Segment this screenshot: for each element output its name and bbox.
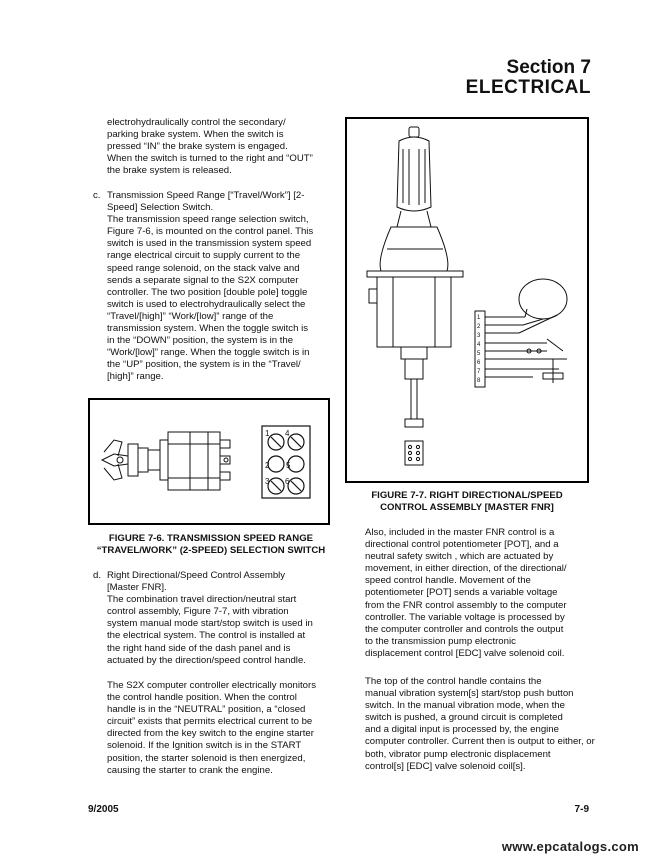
text-line: the “UP” position, the system is in the “Travel/ [107,359,301,371]
text-line: electrohydraulically control the secondary/ [107,117,286,128]
section-number: Section 7 [506,57,591,78]
text-line: range electrical circuit to supply current to the [107,250,301,262]
text-line: handle is in the “NEUTRAL” position, a “closed [107,704,306,716]
text-line: speed range solenoid, on the stack valve and [107,262,300,274]
text-line: controller. The two position [double pole] toggle [107,286,308,298]
text-line: switch is pushed, a ground circuit is completed [365,712,563,724]
text-line: movement, in either direction, of the directional/ [365,563,567,575]
text-line: “Travel/[high]” “Work/[low]” range of the [107,310,274,322]
text-line: the right hand side of the dash panel and is [107,642,291,654]
text-line: parking brake system. When the switch is [107,129,284,141]
text-line: [high]” range. [107,371,164,383]
text-line: controller. The variable voltage is processed by [365,611,565,623]
text-line: actuated by the direction/speed control handle. [107,654,306,666]
text-line: [Master FNR]. [107,582,167,594]
text-line: circuit” exists that permits electrical current to be [107,716,313,728]
text-line: Also, included in the master FNR control is a [365,527,555,538]
text-line: The combination travel direction/neutral start [107,594,297,606]
text-line: both, vibrator pump electronic displacement [365,748,551,760]
terminal-label: 5 [286,461,291,470]
text-line: switch is used to electrohydraulically select the [107,298,306,310]
text-line: displacement control [EDC] valve solenoid coil. [365,647,565,659]
text-line: directed from the key switch to the engine starter [107,728,314,740]
text-line: Figure 7-6, is mounted on the control panel. This [107,226,314,238]
text-line: solenoid. If the Ignition switch is in the START [107,740,302,752]
text-line: in the “DOWN” position, the system is in the [107,335,294,347]
pin-label: 7 [477,369,481,375]
fnr-paragraph-2 [365,676,597,773]
terminal-label: 6 [285,477,290,486]
pin-label: 1 [477,315,481,321]
figure-7-7 [345,117,589,483]
intro-paragraph [107,117,335,177]
text-line: the control handle position. When the control [107,692,297,704]
terminal-label: 1 [265,429,270,438]
pin-label: 2 [477,324,481,330]
text-line: The transmission speed range selection switch, [107,214,309,226]
caption-line: CONTROL ASSEMBLY [MASTER FNR] [380,502,554,513]
text-line: The top of the control handle contains the [365,676,542,687]
text-line: sends a separate signal to the S2X computer [107,274,299,286]
figure-7-7-caption [345,490,589,514]
text-line: transmission system. When the toggle switch is [107,323,309,335]
text-line: switch is used in the transmission system speed [107,238,312,250]
text-line: causing the starter to crank the engine. [107,764,273,776]
text-line: system manual mode start/stop switch is used in [107,618,313,630]
text-line: to the transmission pump electronic [365,635,516,647]
text-line: switch. In the manual vibration mode, when the [365,700,565,712]
list-label: d. [93,570,102,581]
text-line: and a digital input is processed by, the engine [365,724,559,736]
text-line: from the FNR control assembly to the computer [365,599,567,611]
text-line: the brake system is released. [107,165,232,177]
text-line: Right Directional/Speed Control Assembly [107,570,286,581]
caption-line: “TRAVEL/WORK” (2-SPEED) SELECTION SWITCH [96,545,326,556]
terminal-label: 3 [265,477,270,486]
text-line: Speed] Selection Switch. [107,202,214,214]
text-line: pressed “IN” the brake system is engaged. [107,141,288,153]
pin-label: 8 [477,378,481,384]
text-line: position, the starter solenoid is then energized, [107,752,306,764]
text-line: the electrical system. The control is installed at [107,630,306,642]
section-title: ELECTRICAL [465,77,591,98]
item-d-paragraph-2 [107,680,335,777]
pin-label: 3 [477,333,481,339]
text-line: potentiometer [POT] sends a variable voltage [365,587,558,599]
toggle-switch-drawing [90,400,328,523]
text-line: “Work/[low]” range. When the toggle switch is in [107,347,310,359]
pin-label: 6 [477,360,481,366]
caption-line: FIGURE 7-7. RIGHT DIRECTIONAL/SPEED [371,490,563,501]
text-line: speed control handle. Movement of the [365,575,531,587]
fnr-paragraph-1 [365,527,597,660]
text-line: the computer controller and controls the output [365,623,564,635]
figure-7-6 [88,398,330,525]
item-c-paragraph [93,190,335,384]
text-line: The S2X computer controller electrically monitors [107,680,317,691]
text-line: directional control potentiometer [POT], and a [365,539,559,551]
text-line: control[s] [EDC] valve solenoid coil[s]. [365,760,526,772]
pin-label: 4 [477,342,481,348]
text-line: Transmission Speed Range [“Travel/Work”] [2- [107,190,305,201]
list-label: c. [93,190,101,201]
text-line: control assembly, Figure 7-7, with vibration [107,606,289,618]
text-line: manual vibration system[s] start/stop push button [365,688,574,700]
terminal-label: 4 [285,429,290,438]
pin-label: 5 [477,351,481,357]
caption-line: FIGURE 7-6. TRANSMISSION SPEED RANGE [108,533,314,544]
watermark-link[interactable]: www.epcatalogs.com [501,839,639,854]
text-line: When the switch is turned to the right and “OUT” [107,153,313,165]
terminal-label: 2 [265,461,270,470]
page-number: 7-9 [574,804,589,815]
footer-date: 9/2005 [88,804,119,815]
text-line: computer controller. Current then is output to either, or [365,736,595,748]
figure-7-6-caption [86,533,336,557]
fnr-control-drawing [347,119,587,481]
item-d-paragraph [93,570,335,667]
text-line: neutral safety switch , which are actuated by [365,551,554,563]
